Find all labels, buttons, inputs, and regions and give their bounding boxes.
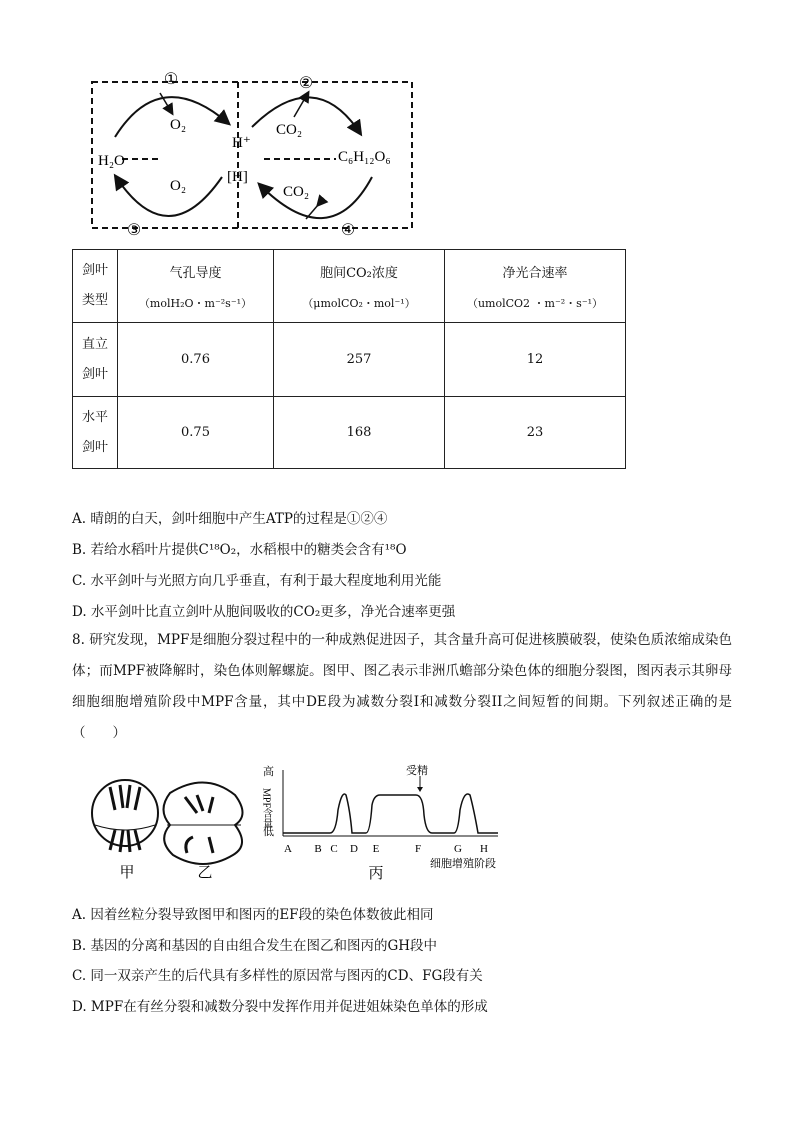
h2o-label: H₂O: [98, 153, 125, 169]
table-row: 直立 剑叶 0.76 257 12: [73, 323, 626, 397]
arc-3: [116, 177, 222, 216]
y-axis-label: MPF含量: [260, 788, 272, 829]
label-bing: 丙: [368, 866, 384, 882]
co2-in-arrow: [294, 93, 308, 117]
header-rate: 净光合速率 （umolCO2 ・m⁻²・s⁻¹）: [445, 250, 626, 323]
x-point-label: G: [454, 843, 462, 855]
x-point-label: E: [372, 843, 380, 855]
label-circle-3: ③: [126, 222, 142, 239]
x-point-label: A: [284, 843, 292, 855]
y-low-label: 低: [263, 826, 274, 838]
q8-option-c: C. 同一双亲产生的后代具有多样性的原因常与图丙的CD、FG段有关: [72, 968, 483, 984]
q7-option-d: D. 水平剑叶比直立剑叶从胞间吸收的CO₂更多，净光合速率更强: [72, 604, 456, 620]
o2-out-arrow: [160, 93, 172, 113]
o2-bottom-label: O₂: [170, 178, 187, 194]
label-circle-1: ①: [163, 71, 179, 88]
header-conductance: 气孔导度 （molH₂O・m⁻²s⁻¹）: [118, 250, 274, 323]
co2-bottom-label: CO₂: [283, 184, 310, 200]
x-axis-label: 细胞增殖阶段: [430, 858, 496, 870]
cycle-diagram: [80, 65, 425, 245]
mpf-chart: [258, 760, 508, 885]
h-bracket-label: [H]: [227, 169, 248, 185]
label-jia: 甲: [119, 865, 135, 881]
arc-4: [260, 177, 372, 218]
co2-top-label: CO₂: [276, 122, 303, 138]
cell-yi: [164, 782, 243, 864]
label-circle-4: ④: [340, 222, 356, 239]
fertilization-label: 受精: [406, 765, 428, 777]
y-high-label: 高: [263, 766, 274, 778]
o2-top-label: O₂: [170, 117, 187, 133]
mpf-curve: [283, 794, 498, 833]
table-row: 水平 剑叶 0.75 168 23: [73, 397, 626, 469]
h-plus-label: H⁺: [232, 135, 251, 151]
q8-option-d: D. MPF在有丝分裂和减数分裂中发挥作用并促进姐妹染色单体的形成: [72, 999, 488, 1015]
q7-option-c: C. 水平剑叶与光照方向几乎垂直，有利于最大程度地利用光能: [72, 573, 442, 589]
header-co2: 胞间CO₂浓度 （μmolCO₂・mol⁻¹）: [274, 250, 445, 323]
q8-option-a: A. 因着丝粒分裂导致图甲和图丙的EF段的染色体数彼此相同: [72, 907, 434, 923]
x-point-label: F: [414, 843, 422, 855]
leaf-data-table: [72, 249, 626, 469]
arc-2: [252, 97, 360, 133]
glucose-label: C₆H₁₂O₆: [338, 149, 391, 165]
label-circle-2: ②: [298, 75, 314, 92]
label-yi: 乙: [197, 865, 213, 881]
x-point-label: B: [314, 843, 322, 855]
q8-stem: 8. 研究发现，MPF是细胞分裂过程中的一种成熟促进因子，其含量升高可促进核膜破裂，使染色质浓缩成染色体；而MPF被降解时，染色体则解螺旋。图甲、图乙表示非洲爪蟾部分染色体的细胞分裂图，图丙表示其卵母细胞细胞增殖阶段中MPF含量，其中DE段为减数分裂I和减数分裂II之间短暂的间期。下列叙述正确的是（ ）: [72, 632, 732, 741]
cell-figures: [85, 775, 245, 885]
q7-option-a: A. 晴朗的白天，剑叶细胞中产生ATP的过程是①②④: [72, 511, 388, 527]
cell-jia: [92, 780, 158, 852]
x-point-label: H: [480, 843, 488, 855]
x-point-label: C: [330, 843, 338, 855]
header-type: 剑叶 类型: [73, 250, 118, 323]
q7-option-b: B. 若给水稻叶片提供C¹⁸O₂，水稻根中的糖类会含有¹⁸O: [72, 542, 407, 558]
x-point-label: D: [350, 843, 358, 855]
q8-option-b: B. 基因的分离和基因的自由组合发生在图乙和图丙的GH段中: [72, 938, 438, 954]
